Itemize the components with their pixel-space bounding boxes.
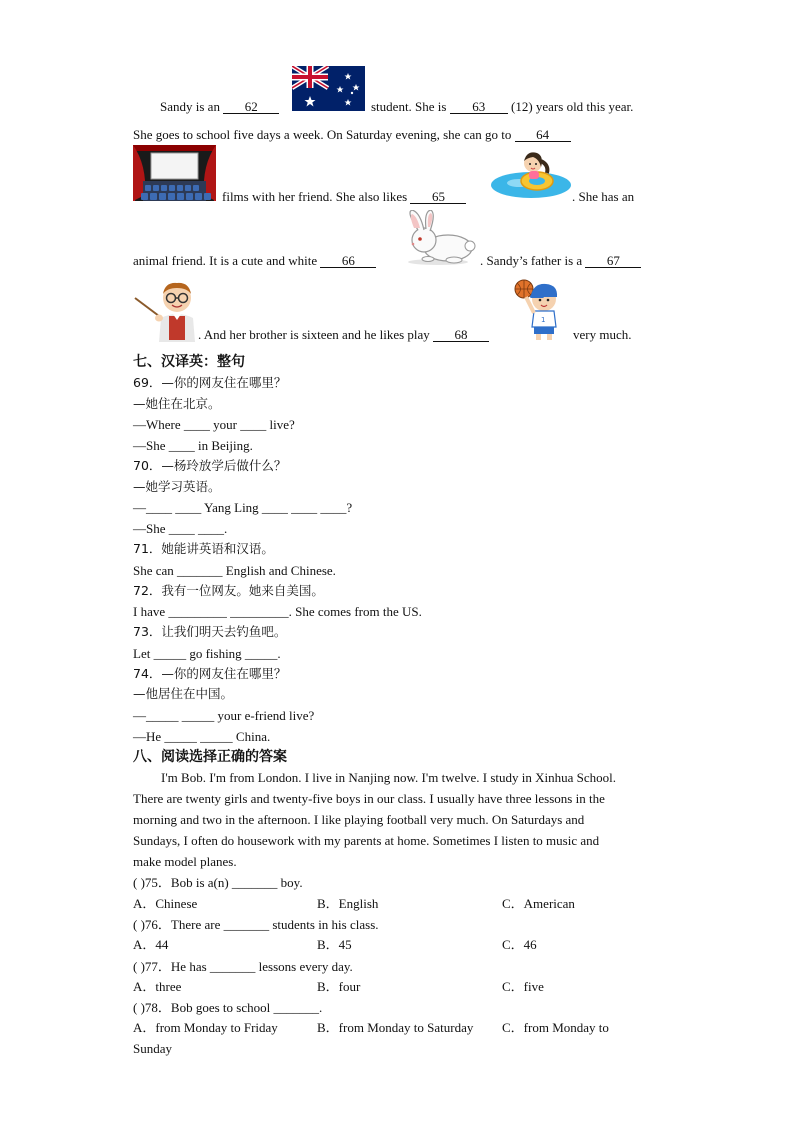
passage-line-1: I'm Bob. I'm from London. I live in Nanjing now. I'm twelve. I study in Xinhua School.: [161, 770, 616, 785]
q69-cn-answer: —她住在北京。: [133, 396, 221, 411]
cinema-image: [133, 145, 216, 201]
q77-option-c[interactable]: C．five: [502, 979, 544, 994]
q76-option-c[interactable]: C．46: [502, 937, 537, 952]
q74-en-line2[interactable]: —He _____ _____ China.: [133, 729, 271, 744]
passage-line-2: There are twenty girls and twenty-five boys in our class. I usually have three lessons in the: [133, 791, 605, 806]
q78-option-c[interactable]: C．from Monday to: [502, 1020, 609, 1035]
cloze-line-4: animal friend. It is a cute and white 66: [133, 254, 376, 268]
passage-line-5: make model planes.: [133, 854, 237, 869]
q75-option-a[interactable]: A．Chinese: [133, 896, 198, 911]
q77-stem[interactable]: ( )77．He has _______ lessons every day.: [133, 959, 353, 974]
q71-cn: 71．她能讲英语和汉语。: [133, 541, 274, 556]
q70-en-line1[interactable]: —____ ____ Yang Ling ____ ____ ____?: [133, 500, 353, 515]
blank-64[interactable]: 64: [515, 128, 571, 142]
q70-en-line2[interactable]: —She ____ ____.: [133, 521, 228, 536]
q74-en-line1[interactable]: —_____ _____ your e-friend live?: [133, 708, 315, 723]
blank-68[interactable]: 68: [433, 328, 489, 342]
q72-en[interactable]: I have _________ _________. She comes from the US.: [133, 604, 422, 619]
q74-cn: 74．—你的网友住在哪里？: [133, 666, 287, 681]
cloze-line-4b: . Sandy’s father is a 67: [480, 254, 641, 268]
q69-en-line2[interactable]: —She ____ in Beijing.: [133, 438, 253, 453]
cloze-line-3b: . She has an: [572, 189, 635, 204]
cloze-line-3: films with her friend. She also likes 65: [222, 190, 466, 204]
blank-63[interactable]: 63: [450, 100, 508, 114]
section-8-heading: 八、阅读选择正确的答案: [133, 749, 287, 765]
cloze-line-5b: very much.: [573, 327, 632, 342]
blank-67[interactable]: 67: [585, 254, 641, 268]
q75-option-b[interactable]: B．English: [317, 896, 379, 911]
section-7-heading: 七、汉译英：整句: [133, 354, 245, 370]
swimming-girl-image: [489, 147, 571, 199]
white-rabbit-image: [398, 210, 480, 266]
q78-option-c-cont: Sunday: [133, 1041, 172, 1056]
q75-option-c[interactable]: C．American: [502, 896, 575, 911]
svg-text:1: 1: [541, 316, 546, 324]
q70-cn: 70．—杨玲放学后做什么？: [133, 458, 287, 473]
australia-flag-image: [292, 66, 365, 111]
basketball-boy-image: [512, 277, 568, 341]
q78-option-a[interactable]: A．from Monday to Friday: [133, 1020, 278, 1035]
q78-option-b[interactable]: B．from Monday to Saturday: [317, 1020, 474, 1035]
cloze-line-1: Sandy is an 62: [160, 100, 279, 114]
cloze-line-2: She goes to school five days a week. On Saturday evening, she can go to 64: [133, 128, 571, 142]
q73-cn: 73．让我们明天去钓鱼吧。: [133, 624, 287, 639]
q76-stem[interactable]: ( )76．There are _______ students in his class.: [133, 917, 379, 932]
teacher-image: [133, 280, 199, 342]
q76-option-a[interactable]: A．44: [133, 937, 169, 952]
q75-stem[interactable]: ( )75．Bob is a(n) _______ boy.: [133, 875, 303, 890]
q72-cn: 72．我有一位网友。她来自美国。: [133, 583, 324, 598]
cloze-line-1b: student. She is 63 (12) years old this year.: [371, 99, 634, 114]
passage-line-4: Sundays, I often do housework with my parents at home. Sometimes I listen to music and: [133, 833, 600, 848]
q76-option-b[interactable]: B．45: [317, 937, 352, 952]
q70-cn-answer: —她学习英语。: [133, 479, 221, 494]
q69-en-line1[interactable]: —Where ____ your ____ live?: [133, 417, 295, 432]
q78-stem[interactable]: ( )78．Bob goes to school _______.: [133, 1000, 323, 1015]
q77-option-a[interactable]: A．three: [133, 979, 182, 994]
q69-cn: 69．—你的网友住在哪里？: [133, 375, 287, 390]
passage-line-3: morning and two in the afternoon. I like playing football very much. On Saturdays and: [133, 812, 585, 827]
q77-option-b[interactable]: B．four: [317, 979, 361, 994]
blank-62[interactable]: 62: [223, 100, 279, 114]
cloze-line-5: . And her brother is sixteen and he likes play 68: [198, 328, 489, 342]
blank-66[interactable]: 66: [320, 254, 376, 268]
q74-cn-answer: —他居住在中国。: [133, 686, 234, 701]
q73-en[interactable]: Let _____ go fishing _____.: [133, 646, 281, 661]
q71-en[interactable]: She can _______ English and Chinese.: [133, 563, 336, 578]
blank-65[interactable]: 65: [410, 190, 466, 204]
